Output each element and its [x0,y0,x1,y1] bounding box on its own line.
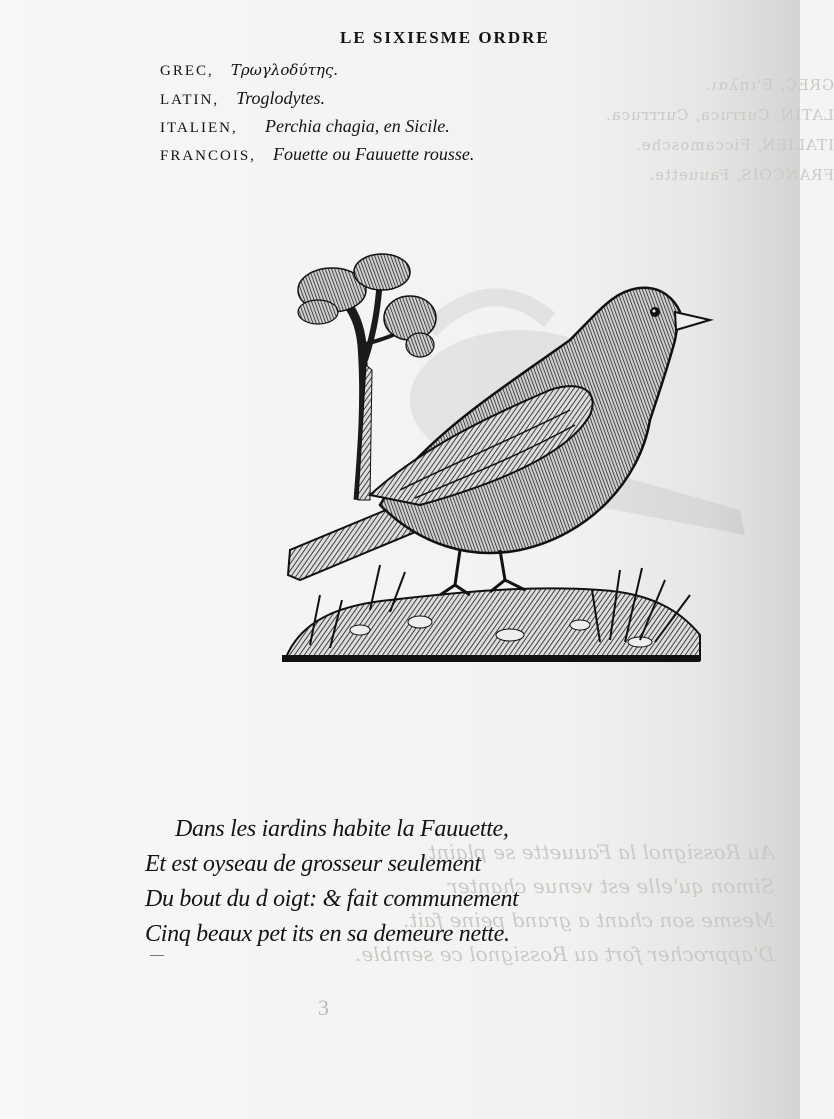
bird-name: Perchia chagia, en Sicile. [264,116,450,136]
ground-mound [282,565,700,662]
verse-line: Et est oyseau de grosseur seulement [145,851,481,877]
name-row-greek [160,60,474,88]
verse-line: Cinq beaux pet its en sa demeure nette. [145,921,510,947]
bird-woodcut-illustration [270,250,770,700]
language-label: GREC, [160,63,214,79]
bird-name: Troglodytes. [236,88,326,108]
show-through-text: GREC, Ε'ιπλαι. LATIN, Curruca, Currruca. ITALIEN, Ficcamosche. FRANCOIS, Fauuette. [605,76,834,184]
name-row-french [160,144,474,172]
margin-mark [150,955,164,956]
show-through-folio: 3 [318,995,329,1020]
bird-name: Τρωγλοδύτης. [230,61,339,79]
show-through-poem: Au Rossignol la Fauuette se plaint, Simon qu'elle est venue chanter Mesme son chant a grand peine fait. D'approcher fort au Rossignol ce semble. [355,840,775,966]
name-row-italian [160,116,474,144]
bird-name: Fouette ou Fauuette rousse. [273,144,475,164]
language-label: FRANCOIS, [160,148,256,164]
language-label: ITALIEN, [160,120,238,136]
language-label: LATIN, [160,92,220,108]
bird-names-list [160,60,474,172]
running-head: LE SIXIESME ORDRE [340,28,550,47]
quatrain [145,812,519,952]
name-row-latin [160,88,474,116]
verse-line: Du bout du d oigt: & fait communement [145,886,519,912]
verse-line: Dans les iardins habite la Fauuette, [175,816,509,842]
